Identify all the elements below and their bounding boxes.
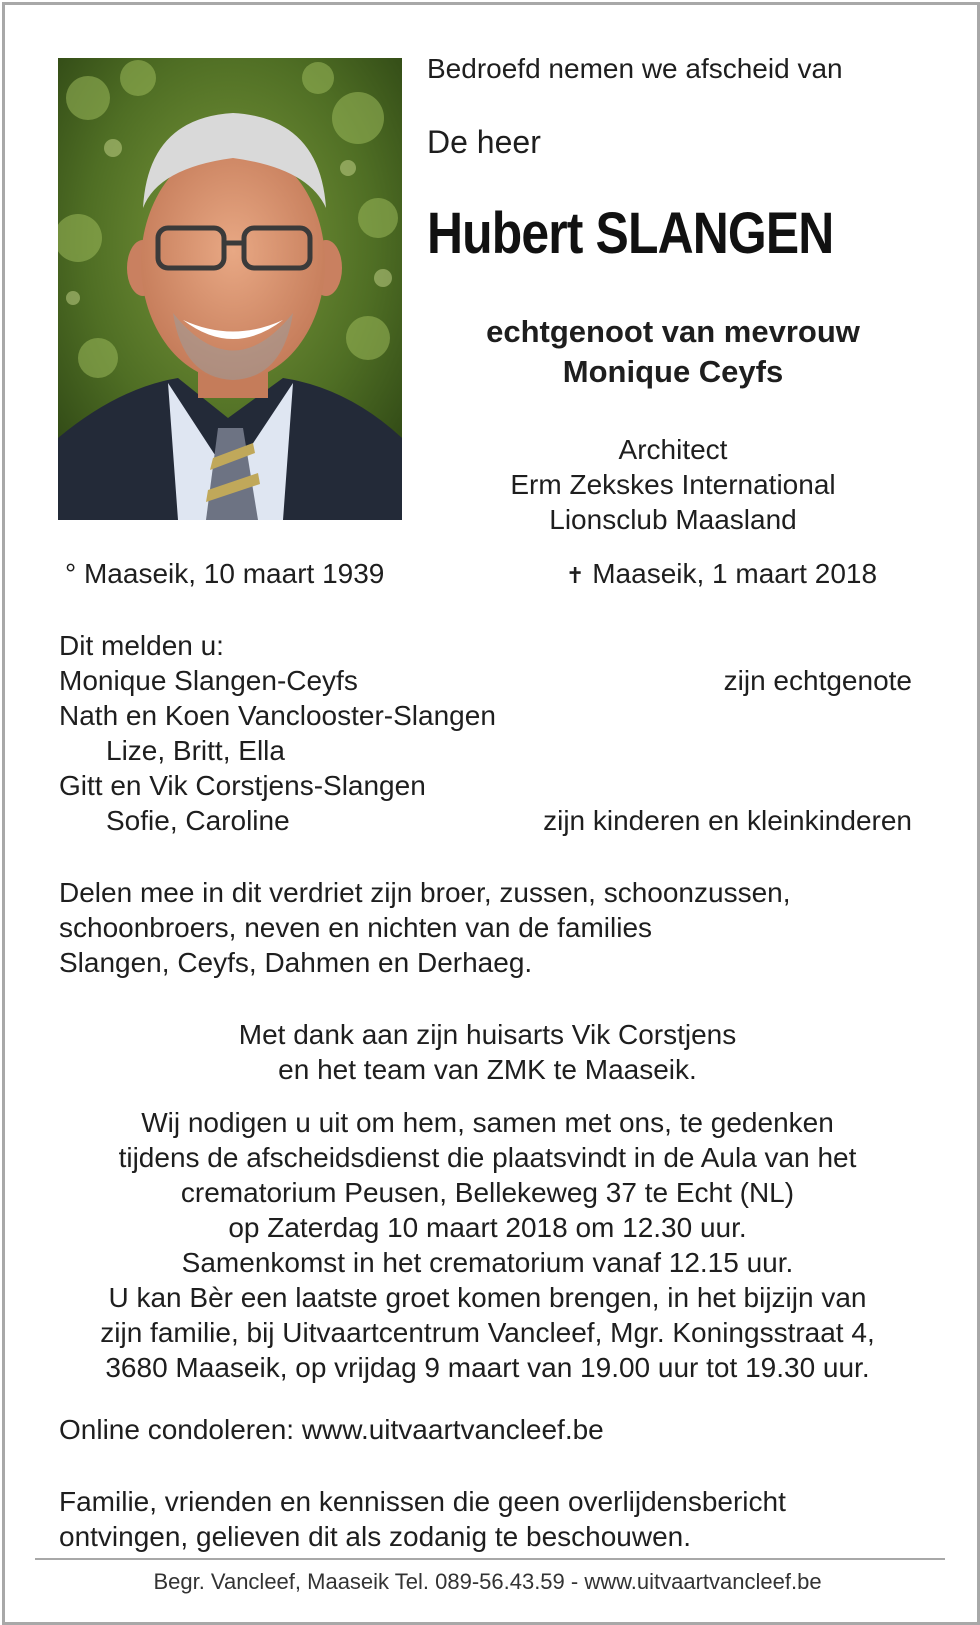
share-line: schoonbroers, neven en nichten van de families: [59, 912, 653, 943]
invite-line: zijn familie, bij Uitvaartcentrum Vancleef, Mgr. Koningsstraat 4,: [100, 1317, 875, 1348]
death-date-text: Maaseik, 1 maart 2018: [592, 558, 878, 589]
family-children-relation: zijn kinderen en kleinkinderen: [543, 805, 912, 836]
birth-date: ° Maaseik, 10 maart 1939: [65, 558, 385, 589]
notice-block: [59, 1484, 786, 1554]
invitation-block: [40, 1105, 935, 1385]
family-spouse-relation: zijn echtgenote: [723, 665, 912, 696]
family-heading: Dit melden u:: [59, 630, 224, 661]
notice-line: Familie, vrienden en kennissen die geen overlijdensbericht: [59, 1486, 786, 1517]
spouse-block: [410, 312, 936, 392]
online-condolence: Online condoleren: www.uitvaartvancleef.be: [59, 1414, 604, 1445]
family-spouse-name: Monique Slangen-Ceyfs: [59, 665, 358, 696]
roles-block: [410, 432, 936, 537]
footer-text: Begr. Vancleef, Maaseik Tel. 089-56.43.59 - www.uitvaartvancleef.be: [153, 1569, 822, 1594]
invite-line: tijdens de afscheidsdienst die plaatsvindt in de Aula van het: [118, 1142, 857, 1173]
intro-line: Bedroefd nemen we afscheid van: [427, 53, 843, 84]
family-child-2: Gitt en Vik Corstjens-Slangen: [59, 770, 426, 801]
thanks-block: [40, 1017, 935, 1087]
role-line: Lionsclub Maasland: [549, 504, 797, 535]
invite-line: op Zaterdag 10 maart 2018 om 12.30 uur.: [228, 1212, 747, 1243]
title-line: De heer: [427, 124, 541, 160]
invite-line: Samenkomst in het crematorium vanaf 12.15 uur.: [181, 1247, 794, 1278]
invite-line: crematorium Peusen, Bellekeweg 37 te Echt (NL): [180, 1177, 795, 1208]
share-block: [59, 875, 791, 980]
spouse-line-2: Monique Ceyfs: [562, 354, 784, 389]
footer-divider: [35, 1558, 945, 1560]
portrait-photo: [58, 58, 402, 520]
deceased-name: Hubert SLANGEN: [427, 201, 834, 266]
invite-line: Wij nodigen u uit om hem, samen met ons, te gedenken: [141, 1107, 834, 1138]
notice-line: ontvingen, gelieven dit als zodanig te beschouwen.: [59, 1521, 691, 1552]
spouse-line-1: echtgenoot van mevrouw: [486, 314, 860, 349]
death-date: [566, 556, 877, 593]
invite-line: 3680 Maaseik, op vrijdag 9 maart van 19.00 uur tot 19.30 uur.: [105, 1352, 870, 1383]
thanks-line: Met dank aan zijn huisarts Vik Corstjens: [238, 1019, 737, 1050]
share-line: Slangen, Ceyfs, Dahmen en Derhaeg.: [59, 947, 533, 978]
family-grandchildren-2: Sofie, Caroline: [106, 805, 290, 836]
family-child-1: Nath en Koen Vanclooster-Slangen: [59, 700, 496, 731]
thanks-line: en het team van ZMK te Maaseik.: [278, 1054, 697, 1085]
family-grandchildren-1: Lize, Britt, Ella: [106, 735, 285, 766]
role-line: Erm Zekskes International: [510, 469, 836, 500]
role-line: Architect: [618, 434, 728, 465]
invite-line: U kan Bèr een laatste groet komen brengen, in het bijzijn van: [108, 1282, 867, 1313]
cross-icon: ✝: [566, 563, 585, 588]
share-line: Delen mee in dit verdriet zijn broer, zussen, schoonzussen,: [59, 877, 791, 908]
